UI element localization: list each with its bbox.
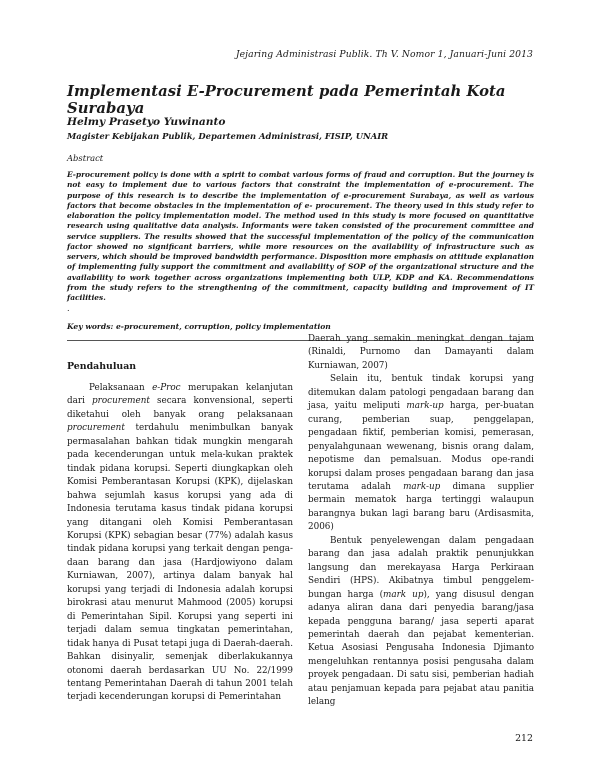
text-run: ), yang disusul dengan adanya aliran dana dari penyedia barang/jasa kepada pengguna barang/ jasa seperti aparat pemerintah daerah dan pejabat kementerian. Ketua Asosiasi Pengusaha Indonesia Djimanto mengeluhkan rentannya posisi pengusaha dalam proyek pengadaan. Di satu sisi, pemberian hadiah atau penjamuan kepada para pejabat atau panitia lelang: [308, 589, 535, 708]
text-run: harga, per-buatan curang, pemberian suap, penggelapan, pengadaan fiktif, pemberian komisi, pemerasan, penyalahgunaan wewenang, bisnis orang dalam, nepotisme dan pemalsuan. Modus ope-randi korupsi dalam proses pengadaan barang dan jasa terutama adalah: [308, 401, 534, 492]
italic-term: procurement: [92, 396, 150, 407]
author-affiliation: Magister Kebijakan Publik, Departemen Administrasi, FISIP, UNAIR: [67, 131, 389, 141]
paragraph: [308, 535, 534, 710]
italic-term: mark-up: [403, 481, 441, 492]
page-number: 212: [515, 733, 533, 744]
text-run: dimana supplier bermain mematok harga tertinggi walaupun barangnya bukan lagi barang baru (Ardisasmita, 2006): [308, 481, 534, 533]
section-heading: Pendahuluan: [67, 361, 137, 372]
text-run: Selain itu, bentuk tindak korupsi yang ditemukan dalam patologi pengadaan barang dan jasa, yaitu meliputi: [308, 374, 534, 412]
text-run: Pelaksanaan: [89, 383, 153, 393]
text-run: terdahulu menimbulkan banyak permasalahan bahkan tidak mungkin mengarah pada kecenderungan untuk mela-kukan praktek tindak pidana korupsi. Seperti diungkapkan oleh Komisi Pemberantasan Korupsi (KPK), dijelaskan bahwa sejumlah kasus korupsi yang ada di Indonesia terutama kasus tindak pidana korupsi yang ditangani oleh Komisi Pemberantasan Korupsi (KPK) sebagian besar (77%) adalah kasus tindak pidana korupsi yang terkait dengan penga-daan barang dan jasa (Hardjowiyono dalam Kurniawan, 2007), artinya dalam banyak hal korupsi yang terjadi di Indonesia adalah korupsi birokrasi atau menurut Mahmood (2005) korupsi di Pemerintahan Sipil. Korupsi yang seperti ini terjadi dalam semua tingkatan pemerintahan, tidak hanya di Pusat tetapi juga di Daerah-daerah. Bahkan disinyalir, semenjak diberlakukannya otonomi daerah berdasarkan UU No. 22/1999 tentang Pemerintahan Daerah di tahun 2001 telah terjadi kecenderungan korupsi di Pemerintahan: [67, 423, 293, 703]
paragraph: Daerah yang semakin meningkat dengan tajam (Rinaldi, Purnomo dan Damayanti dalam Kurniawan, 2007): [308, 334, 534, 371]
abstract-dot: .: [67, 304, 70, 313]
author-name: Helmy Prasetyo Yuwinanto: [67, 116, 226, 128]
italic-term: mark-up: [406, 401, 444, 412]
left-column: [67, 382, 293, 705]
paragraph: [67, 382, 293, 705]
abstract-heading: Abstract: [67, 153, 104, 163]
paragraph: [308, 373, 534, 534]
abstract-text: E-procurement policy is done with a spirit to combat various forms of fraud and corruption. But the journey is not easy to implement due to various factors that constraint the implementation of e-procurement. The purpose of this research is to describe the implementation of e-procurement Surabaya, as well as various factors that become obstacles in the implementation of e- procurement. The theory used in this study refer to elaboration the policy implementation model. The method used in this study is more focused on quantitative research using qualitative data analysis. Informants were taken consisted of the procurement committee and service suppliers. The results showed that the successful implementation of the policy of the communication factor showed no significant barriers, while more resources on the availability of infrastructure such as servers, which should be improved bandwidth performance. Disposition more emphasis on attitude explanation of implementing fully support the commitment and availability of SOP of the organizational structure and the availability to work together across organizations implementing both ULP, KDP and KA. Recommendations from the study refers to the strengthening of the commitment, capacity building and improvement of IT facilities.: [67, 170, 534, 302]
italic-term: procurement: [67, 423, 125, 434]
right-column: [308, 333, 534, 710]
text-run: Bentuk penyelewengan dalam pengadaan barang dan jasa adalah praktik penunjukkan langsung dan merekayasa Harga Perkiraan Sendiri (HPS). Akibatnya timbul penggelem-bungan harga (: [308, 535, 534, 600]
text-run: merupakan kelanjutan dari: [67, 383, 293, 407]
keywords: Key words: e-procurement, corruption, policy implementation: [67, 322, 331, 331]
article-title: Implementasi E-Procurement pada Pemerintah Kota Surabaya: [67, 83, 506, 117]
journal-header: Jejaring Administrasi Publik. Th V. Nomor 1, Januari-Juni 2013: [235, 49, 533, 60]
italic-term: mark up: [383, 589, 424, 600]
text-run: secara konvensional, seperti diketahui oleh banyak orang pelaksanaan: [67, 396, 293, 420]
italic-term: e-Proc: [152, 383, 181, 393]
